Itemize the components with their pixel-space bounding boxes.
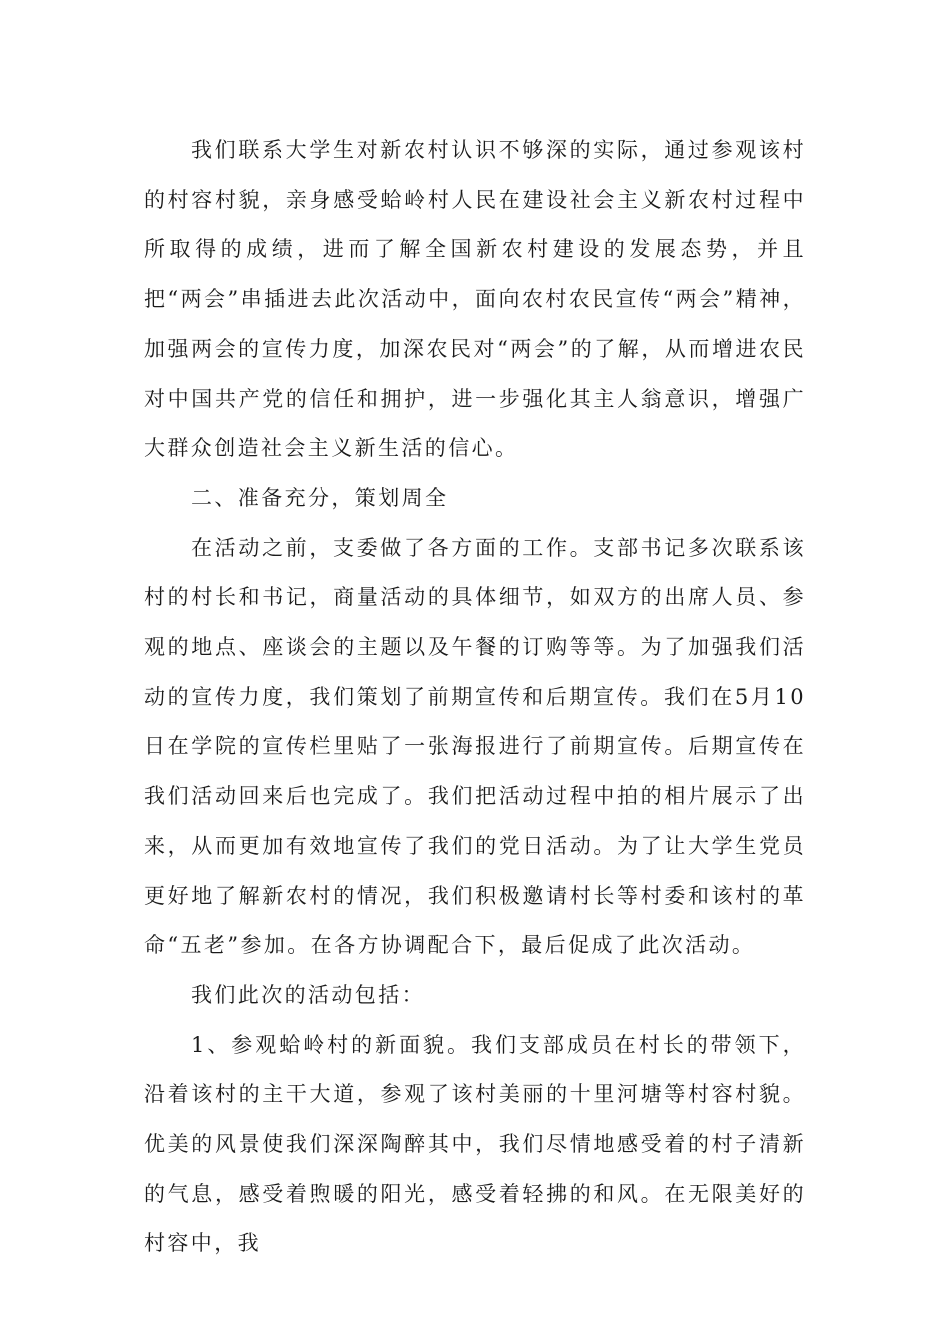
paragraph-preparation: 在活动之前，支委做了各方面的工作。支部书记多次联系该村的村长和书记，商量活动的具体细节，如双方的出席人员、参观的地点、座谈会的主题以及午餐的订购等等。为了加强我们活动的宣传力度，我们策划了前期宣传和后期宣传。我们在5月10日在学院的宣传栏里贴了一张海报进行了前期宣传。后期宣传在我们活动回来后也完成了。我们把活动过程中拍的相片展示了出来，从而更加有效地宣传了我们的党日活动。为了让大学生党员更好地了解新农村的情况，我们积极邀请村长等村委和该村的革命“五老”参加。在各方协调配合下，最后促成了此次活动。 [144, 535, 806, 958]
paragraph-activity-1: 1、参观蛤岭村的新面貌。我们支部成员在村长的带领下，沿着该村的主干大道，参观了该村美丽的十里河塘等村容村貌。优美的风景使我们深深陶醉其中，我们尽情地感受着的村子清新的气息，感受着煦暖的阳光，感受着轻拂的和风。在无限美好的村容中，我 [144, 1032, 806, 1256]
document-body [144, 126, 806, 1269]
section-heading-preparation: 二、准备充分，策划周全 [191, 485, 449, 510]
paragraph-activities-intro: 我们此次的活动包括： [191, 982, 425, 1007]
paragraph-purpose: 我们联系大学生对新农村认识不够深的实际，通过参观该村的村容村貌，亲身感受蛤岭村人民在建设社会主义新农村过程中所取得的成绩，进而了解全国新农村建设的发展态势，并且把“两会”串插进去此次活动中，面向农村农民宣传“两会”精神，加强两会的宣传力度，加深农民对“两会”的了解，从而增进农民对中国共产党的信任和拥护，进一步强化其主人翁意识，增强广大群众创造社会主义新生活的信心。 [144, 138, 806, 461]
